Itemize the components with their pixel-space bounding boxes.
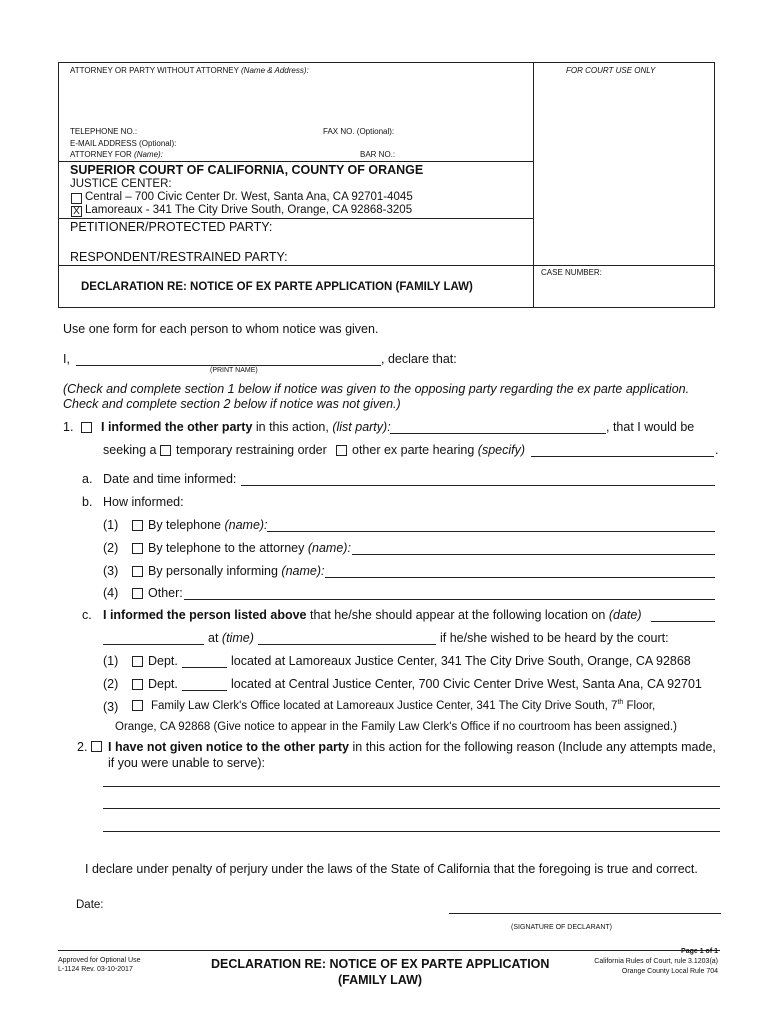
section1-checkbox[interactable] [81,422,92,433]
option2-number: (2) [103,541,119,555]
caption-divider-vertical [533,62,534,308]
option1-number: (1) [103,518,119,532]
tro-label: temporary restraining order [176,443,327,457]
fax-label: FAX NO. (Optional): [323,127,395,136]
option3-number: (3) [103,564,119,578]
at-label: at (time) [208,631,254,645]
by-telephone-checkbox[interactable] [132,520,143,531]
by-telephone-name-field[interactable] [267,531,715,532]
location2-number: (2) [103,677,119,691]
appear-date-field-cont[interactable] [103,644,204,645]
heard-by-court-text: if he/she wished to be heard by the court: [440,631,669,645]
other-method-field[interactable] [184,599,715,600]
appear-date-field[interactable] [651,621,715,622]
central-checkbox[interactable] [71,193,82,204]
print-name-field[interactable] [76,365,381,366]
caption-divider-court [58,218,534,219]
central-dept-checkbox[interactable] [132,679,143,690]
location1-number: (1) [103,654,119,668]
specify-period: . [715,443,719,457]
lamoreaux-dept-checkbox[interactable] [132,656,143,667]
central-dept-label: Dept. [148,677,178,691]
justice-center-label: JUSTICE CENTER: [70,178,172,190]
list-party-field[interactable] [390,433,606,434]
by-telephone-attorney-label: By telephone to the attorney (name): [148,541,351,555]
attorney-label: ATTORNEY OR PARTY WITHOUT ATTORNEY (Name & Address): [70,66,309,75]
section2-checkbox[interactable] [91,741,102,752]
option4-number: (4) [103,586,119,600]
i-label: I, [63,352,70,366]
tro-checkbox[interactable] [160,445,171,456]
signature-caption: (SIGNATURE OF DECLARANT) [511,924,612,931]
section2-heading: I have not given notice to the other party in this action for the following reason (Include any attempts made, [108,740,716,754]
petitioner-label: PETITIONER/PROTECTED PARTY: [70,220,273,234]
other-hearing-checkbox[interactable] [336,445,347,456]
use-one-form-text: Use one form for each person to whom notice was given. [63,322,379,336]
central-label: Central – 700 Civic Center Dr. West, Santa Ana, CA 92701-4045 [85,191,413,203]
lamoreaux-label: Lamoreaux - 341 The City Drive South, Orange, CA 92868-3205 [85,204,413,216]
rules-of-court: California Rules of Court, rule 3.1203(a) [594,958,718,965]
clerks-office-checkbox[interactable] [132,700,143,711]
other-hearing-label: other ex parte hearing (specify) [352,443,526,457]
lamoreaux-location-text: located at Lamoreaux Justice Center, 341 The City Drive South, Orange, CA 92868 [231,654,691,668]
instructions-line-1: (Check and complete section 1 below if notice was given to the opposing party regarding the ex parte application. [63,382,690,396]
court-use-label: FOR COURT USE ONLY [566,66,656,75]
date-label: Date: [76,899,104,911]
instructions-line-2: Check and complete section 2 below if notice was not given.) [63,397,401,411]
that-i-would-be-text: , that I would be [606,420,695,434]
form-number: L-1124 Rev. 03-10-2017 [58,966,133,973]
footer-title-line2: (FAMILY LAW) [338,973,423,987]
respondent-label: RESPONDENT/RESTRAINED PARTY: [70,250,288,264]
page-number: Page 1 of 1 [681,948,718,955]
approved-for-optional-use: Approved for Optional Use [58,957,141,964]
section2-number: 2. [77,740,88,754]
reason-line-2[interactable] [103,808,720,809]
lamoreaux-dept-label: Dept. [148,654,178,668]
appear-location-text: I informed the person listed above that he/she should appear at the following location on (date) [103,608,642,622]
appear-time-field[interactable] [258,644,436,645]
date-time-informed-field[interactable] [241,485,715,486]
by-personally-informing-label: By personally informing (name): [148,564,325,578]
bar-no-label: BAR NO.: [360,150,396,159]
caption-divider-attorney [58,161,534,162]
local-rule: Orange County Local Rule 704 [621,968,718,975]
clerks-office-text-line2: Orange, CA 92868 (Give notice to appear in the Family Law Clerk's Office if no courtroom has been assigned.) [115,721,677,733]
reason-line-3[interactable] [103,831,720,832]
other-method-checkbox[interactable] [132,588,143,599]
how-informed-label: How informed: [103,495,184,509]
item-a-label: a. [82,472,93,486]
caption-divider-parties [58,265,715,266]
item-b-label: b. [82,495,93,509]
item-c-label: c. [82,608,92,622]
footer-title-line1: DECLARATION RE: NOTICE OF EX PARTE APPLICATION [211,957,550,971]
lamoreaux-dept-field[interactable] [182,667,227,668]
signature-field[interactable] [449,913,721,914]
section1-heading: I informed the other party in this action, (list party): [101,420,391,434]
by-telephone-attorney-name-field[interactable] [352,554,715,555]
location3-number: (3) [103,700,119,714]
case-number-label: CASE NUMBER: [541,268,602,277]
form-title: DECLARATION RE: NOTICE OF EX PARTE APPLICATION (FAMILY LAW) [81,281,473,293]
seeking-a-text: seeking a [103,443,157,457]
central-dept-field[interactable] [182,690,227,691]
specify-field[interactable] [531,456,714,457]
email-label: E-MAIL ADDRESS (Optional): [70,139,177,148]
court-name: SUPERIOR COURT OF CALIFORNIA, COUNTY OF ORANGE [70,163,424,177]
lamoreaux-checkbox[interactable]: X [71,206,82,217]
section1-number: 1. [63,420,74,434]
by-telephone-attorney-checkbox[interactable] [132,543,143,554]
clerks-office-text: Family Law Clerk's Office located at Lamoreaux Justice Center, 341 The City Drive South, 7th Floor, [151,699,656,712]
by-personally-informing-name-field[interactable] [325,577,715,578]
penalty-statement: I declare under penalty of perjury under the laws of the State of California that the foregoing is true and correct. [85,862,698,876]
footer-rule [58,950,720,951]
central-location-text: located at Central Justice Center, 700 Civic Center Drive West, Santa Ana, CA 92701 [231,677,702,691]
section2-heading-line2: if you were unable to serve): [108,756,266,770]
declare-that-text: , declare that: [381,352,457,366]
reason-line-1[interactable] [103,786,720,787]
print-name-caption: (PRINT NAME) [210,367,258,374]
telephone-label: TELEPHONE NO.: [70,127,138,136]
by-personally-informing-checkbox[interactable] [132,566,143,577]
date-time-informed-label: Date and time informed: [103,472,237,486]
other-method-label: Other: [148,586,183,600]
by-telephone-label: By telephone (name): [148,518,268,532]
attorney-for-label: ATTORNEY FOR (Name): [70,150,163,159]
